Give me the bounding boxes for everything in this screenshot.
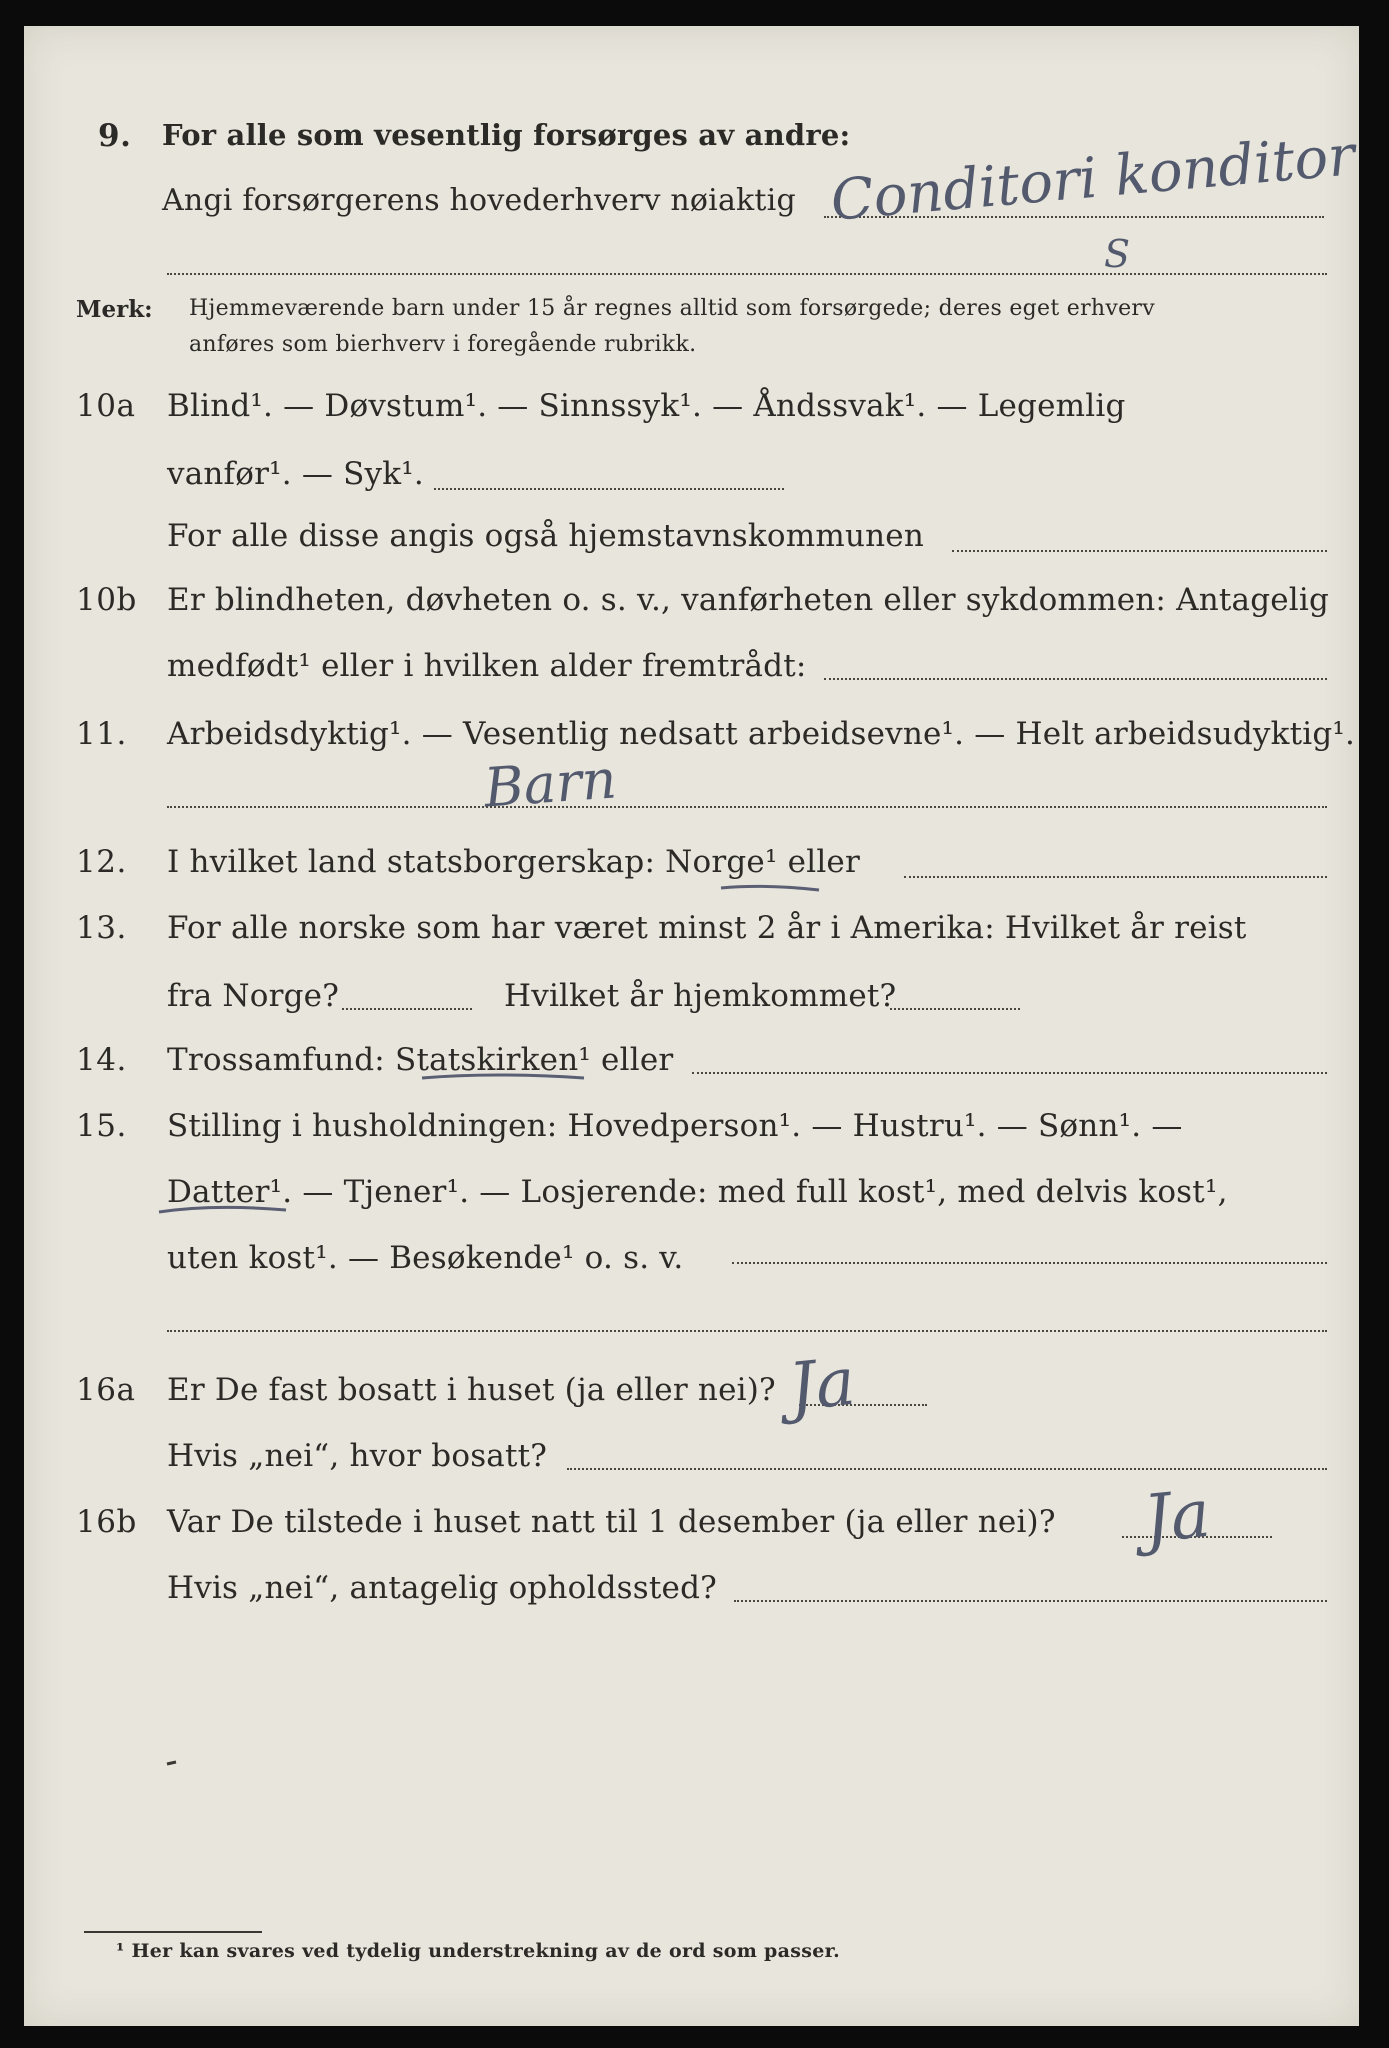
question-text: Angi forsørgerens hovederhverv nøiaktig [162,183,796,218]
question-text: Er blindheten, døvheten o. s. v., vanførheten eller sykdommen: Antagelig [167,582,1330,618]
underline-datter-mark [159,1207,286,1212]
question-text: Blind¹. — Døvstum¹. — Sinnssyk¹. — Åndssvak¹. — Legemlig [167,388,1126,424]
question-number: 10a [76,388,136,424]
question-text: For alle norske som har været minst 2 år i Amerika: Hvilket år reist [167,910,1247,946]
question-number: 16b [76,1504,137,1540]
footnote-rule [84,1931,262,1933]
question-number: 14. [76,1042,127,1078]
question-text: medfødt¹ eller i hvilken alder fremtrådt: [167,648,807,684]
underline-statskirken-mark [422,1075,584,1078]
question-text: Var De tilstede i huset natt til 1 desember (ja eller nei)? [167,1504,1056,1540]
handwritten-answer: Conditori konditor [828,123,1358,234]
census-form-page [24,26,1359,2026]
underline-norge-mark [721,886,819,890]
note-text: anføres som bierhverv i foregående rubrikk. [189,332,697,357]
question-text: Hvis „nei“, antagelig opholdssted? [167,1570,717,1606]
question-number: 9. [98,118,132,154]
question-text: I hvilket land statsborgerskap: Norge¹ eller [167,844,860,880]
stray-mark [167,1762,176,1764]
question-text: Hvilket år hjemkommet? [504,978,897,1014]
question-text: For alle som vesentlig forsørges av andre: [162,118,851,152]
question-text: fra Norge? [167,978,340,1014]
handwritten-underlines [24,26,1359,2026]
note-label: Merk: [76,296,153,323]
question-text: For alle disse angis også hjemstavnskommunen [167,518,924,554]
question-text: Trossamfund: Statskirken¹ eller [167,1042,674,1078]
footnote: ¹ Her kan svares ved tydelig understrekning av de ord som passer. [116,1940,841,1962]
question-text: Hvis „nei“, hvor bosatt? [167,1438,548,1474]
question-number: 13. [76,910,127,946]
note-text: Hjemmeværende barn under 15 år regnes alltid som forsørgede; deres eget erhverv [189,296,1155,321]
handwritten-answer: S [1104,232,1131,276]
question-text: Stilling i husholdningen: Hovedperson¹. — Hustru¹. — Sønn¹. — [167,1108,1183,1144]
question-number: 15. [76,1108,127,1144]
question-number: 11. [76,716,127,752]
question-text: Er De fast bosatt i huset (ja eller nei)? [167,1372,776,1408]
question-number: 10b [76,582,137,618]
question-text: Arbeidsdyktig¹. — Vesentlig nedsatt arbeidsevne¹. — Helt arbeidsudyktig¹. [167,716,1356,752]
handwritten-answer: Ja [785,1342,859,1427]
question-text: vanfør¹. — Syk¹. [167,456,424,492]
handwritten-answer: Barn [481,747,619,820]
question-number: 12. [76,844,127,880]
question-text: uten kost¹. — Besøkende¹ o. s. v. [167,1240,684,1276]
handwritten-answer: Ja [1140,1474,1214,1559]
question-text: Datter¹. — Tjener¹. — Losjerende: med full kost¹, med delvis kost¹, [167,1174,1228,1210]
question-number: 16a [76,1372,136,1408]
